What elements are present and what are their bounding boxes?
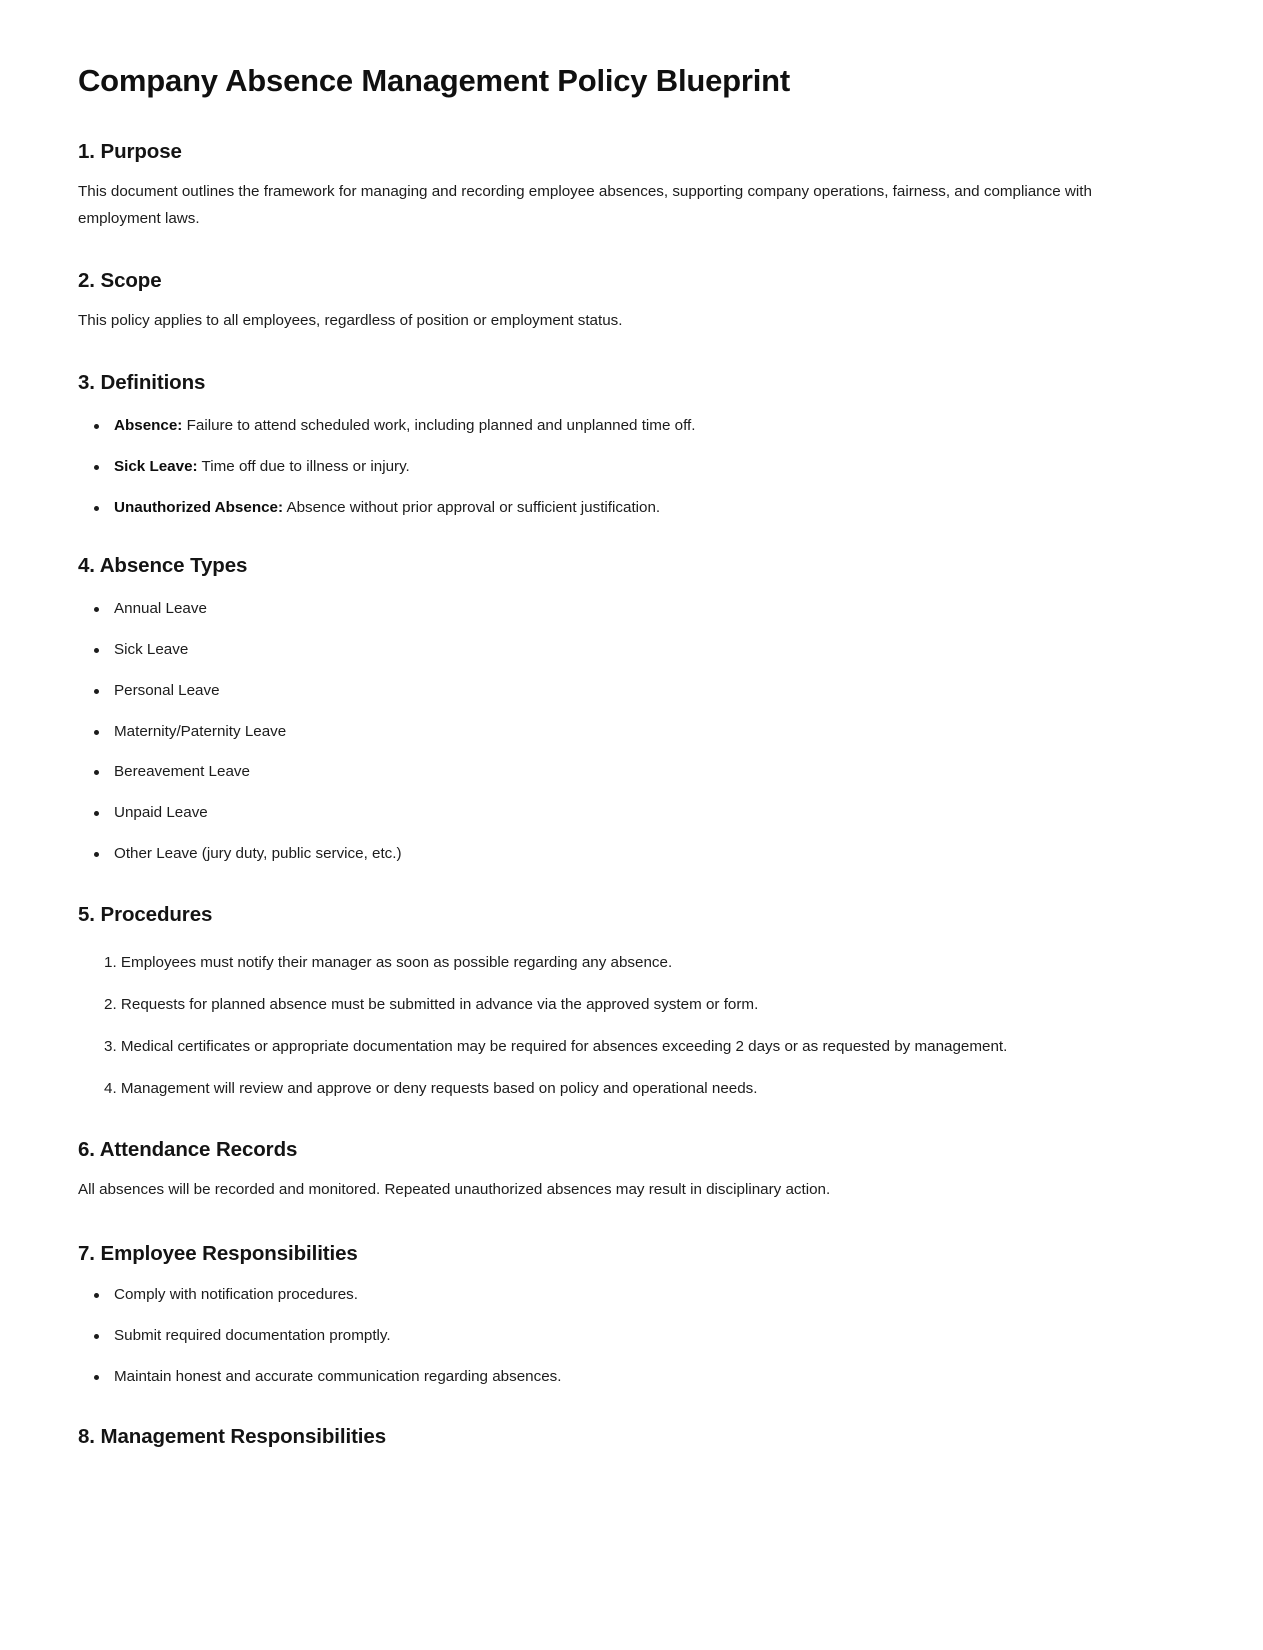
list-item (78, 497, 1167, 520)
section-heading-employee-responsibilities: 7. Employee Responsibilities (78, 1242, 358, 1266)
employee-responsibilities-list (78, 1284, 1167, 1388)
definition-text: Absence without prior approval or sufficient justification. (286, 498, 661, 516)
list-item (104, 1078, 1167, 1101)
section-paragraph-attendance-records: All absences will be recorded and monitored. Repeated unauthorized absences may result in disciplinary action. (78, 1181, 831, 1199)
list-item (104, 1036, 1167, 1059)
section-management-responsibilities (78, 1424, 1167, 1451)
list-item: Comply with notification procedures. (78, 1284, 1167, 1307)
list-item (104, 952, 1167, 975)
list-item: Sick Leave (78, 639, 1167, 662)
list-item (104, 994, 1167, 1017)
list-item: Submit required documentation promptly. (78, 1325, 1167, 1348)
section-heading-attendance-records: 6. Attendance Records (78, 1137, 298, 1161)
list-item: Maternity/Paternity Leave (78, 721, 1167, 744)
section-procedures (78, 902, 1167, 1101)
section-heading-absence-types: 4. Absence Types (78, 554, 248, 578)
list-item: Maintain honest and accurate communication regarding absences. (78, 1366, 1167, 1389)
section-heading-purpose: 1. Purpose (78, 139, 182, 163)
section-scope (78, 268, 1167, 335)
list-item-number: 1. (104, 954, 117, 972)
definition-term: Sick Leave: (114, 457, 198, 475)
section-attendance-records (78, 1137, 1167, 1204)
list-item (78, 456, 1167, 479)
procedures-list (78, 952, 1167, 1100)
section-purpose (78, 139, 1167, 232)
section-absence-types (78, 553, 1167, 865)
section-heading-procedures: 5. Procedures (78, 902, 213, 926)
section-heading-definitions: 3. Definitions (78, 371, 206, 395)
section-paragraph-scope: This policy applies to all employees, regardless of position or employment status. (78, 312, 623, 330)
section-employee-responsibilities (78, 1241, 1167, 1388)
list-item-text: Requests for planned absence must be submitted in advance via the approved system or form. (120, 996, 759, 1014)
list-item-text: Employees must notify their manager as soon as possible regarding any absence. (120, 954, 673, 972)
list-item: Unpaid Leave (78, 802, 1167, 825)
list-item: Annual Leave (78, 598, 1167, 621)
list-item: Other Leave (jury duty, public service, etc.) (78, 843, 1167, 866)
definition-term: Unauthorized Absence: (114, 498, 284, 516)
list-item-number: 2. (104, 996, 117, 1014)
section-heading-management-responsibilities: 8. Management Responsibilities (78, 1425, 386, 1449)
list-item-text: Management will review and approve or deny requests based on policy and operational needs. (120, 1079, 758, 1097)
list-item-number: 4. (104, 1079, 117, 1097)
document-title: Company Absence Management Policy Blueprint (78, 63, 791, 98)
section-definitions (78, 370, 1167, 519)
list-item (78, 415, 1167, 438)
definition-term: Absence: (114, 417, 183, 435)
list-item: Bereavement Leave (78, 761, 1167, 784)
definitions-list (78, 415, 1167, 519)
list-item: Personal Leave (78, 680, 1167, 703)
definition-text: Failure to attend scheduled work, including planned and unplanned time off. (186, 417, 696, 435)
definition-text: Time off due to illness or injury. (201, 457, 410, 475)
absence-types-list (78, 598, 1167, 866)
section-heading-scope: 2. Scope (78, 268, 162, 292)
list-item-text: Medical certificates or appropriate documentation may be required for absences exceeding 2 days or as requested by management. (120, 1037, 1008, 1055)
section-paragraph-purpose: This document outlines the framework for managing and recording employee absences, supporting company operations, fairness, and compliance with employment laws. (78, 183, 1092, 227)
list-item-number: 3. (104, 1037, 117, 1055)
